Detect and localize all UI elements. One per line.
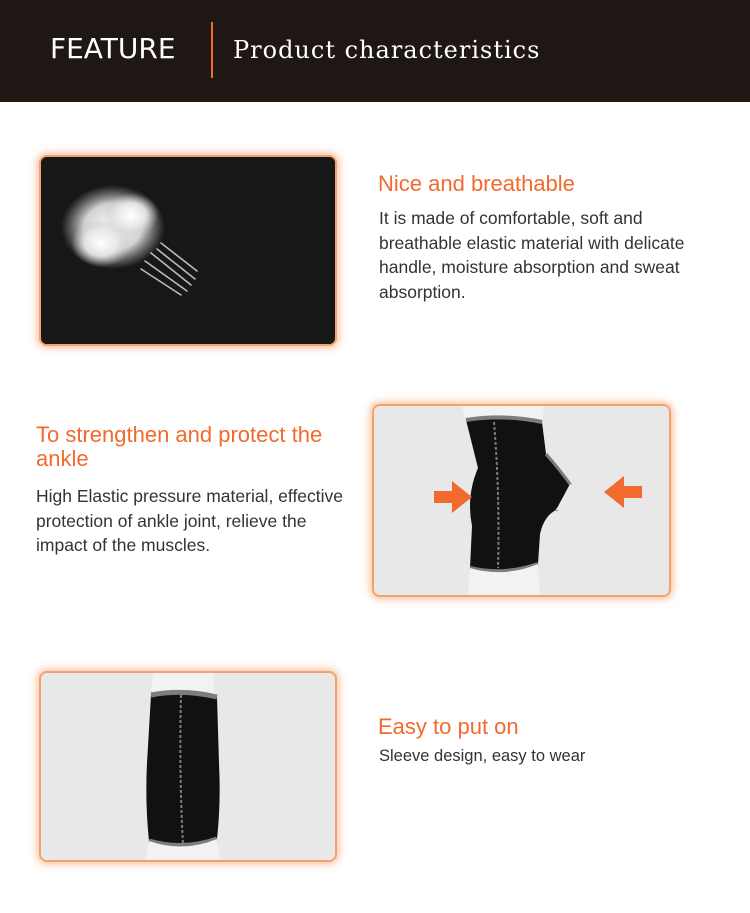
ankle-sleeve-front-image bbox=[39, 671, 337, 862]
feature-title-protect: To strengthen and protect the ankle bbox=[36, 422, 323, 471]
feature-desc-easy: Sleeve design, easy to wear bbox=[379, 747, 586, 765]
fabric-texture-graphic bbox=[41, 157, 335, 344]
header-feature-label: FEATURE bbox=[50, 32, 176, 65]
feature-title-breathable: Nice and breathable bbox=[378, 171, 575, 196]
feature-desc-protect: High Elastic pressure material, effective protection of ankle joint, relieve the impact of the muscles. bbox=[36, 486, 344, 555]
header-divider bbox=[211, 22, 213, 78]
feature-title-easy: Easy to put on bbox=[378, 714, 519, 739]
fabric-texture-image bbox=[39, 155, 337, 346]
ankle-sleeve-front-graphic bbox=[41, 673, 335, 860]
feature-header bbox=[0, 0, 750, 102]
ankle-compression-image bbox=[372, 404, 671, 597]
feature-desc-breathable: It is made of comfortable, soft and breathable elastic material with delicate handle, moisture absorption and sweat absorption. bbox=[379, 208, 685, 302]
header-subtitle: Product characteristics bbox=[233, 36, 541, 64]
ankle-compression-graphic bbox=[374, 406, 669, 595]
